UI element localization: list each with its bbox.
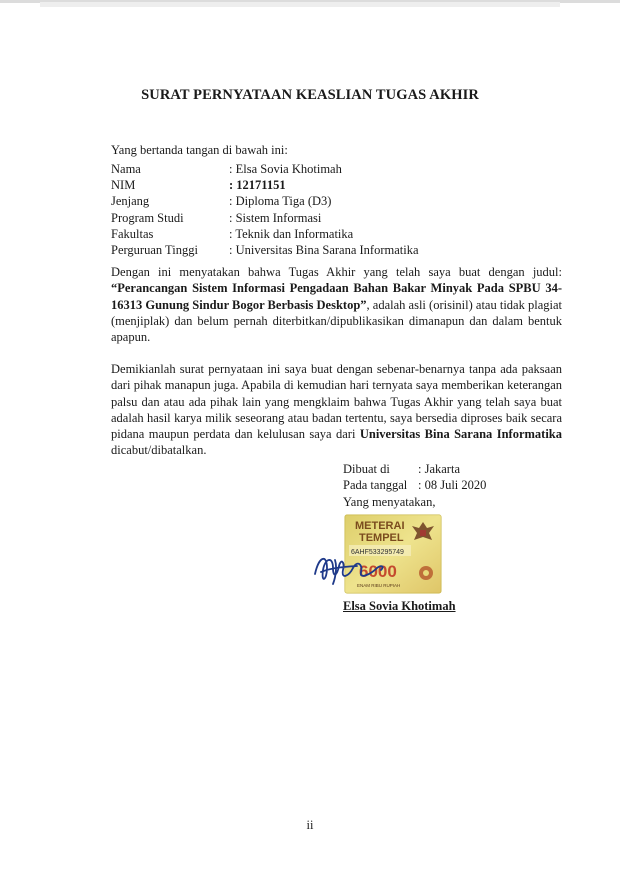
stamp-serial: 6AHF533295749 bbox=[351, 549, 404, 556]
identity-label: NIM bbox=[111, 178, 136, 193]
identity-value: : Sistem Informasi bbox=[229, 210, 322, 225]
identity-label: Nama bbox=[111, 162, 141, 176]
identity-table bbox=[111, 161, 419, 258]
statement-rest: , adalah asli (orisinil) atau tidak plagiat (menjiplak) dan belum pernah diterbitkan/dipublikasikan dimanapun dan dalam bentuk apapun. bbox=[111, 297, 562, 345]
identity-row-nama bbox=[111, 161, 419, 177]
identity-row-nim bbox=[111, 177, 419, 193]
identity-value: : 12171151 bbox=[229, 178, 286, 193]
identity-label: Perguruan Tinggi bbox=[111, 242, 198, 257]
identity-value: : Universitas Bina Sarana Informatika bbox=[229, 242, 419, 257]
identity-row-fakultas bbox=[111, 226, 419, 242]
identity-row-jenjang bbox=[111, 193, 419, 209]
identity-value: : Elsa Sovia Khotimah bbox=[229, 162, 342, 176]
stamp-and-signature bbox=[311, 510, 461, 596]
place-label: Dibuat di bbox=[343, 462, 390, 476]
university-name: Universitas Bina Sarana Informatika bbox=[359, 427, 563, 442]
ornament-icon bbox=[419, 566, 433, 580]
stamp-line1: METERAI bbox=[355, 520, 405, 532]
page-title: SURAT PERNYATAAN KEASLIAN TUGAS AKHIR bbox=[141, 87, 479, 103]
identity-label: Jenjang bbox=[111, 194, 150, 209]
closing-line: Yang menyatakan, bbox=[343, 494, 436, 509]
identity-value: : Diploma Tiga (D3) bbox=[229, 194, 332, 209]
identity-label: Program Studi bbox=[111, 210, 184, 225]
stamp-line2: TEMPEL bbox=[359, 532, 404, 544]
date-label: Pada tanggal bbox=[343, 478, 408, 493]
stamp-currency: ENAM RIBU RUPIAH bbox=[357, 583, 401, 588]
identity-row-perguruan-tinggi bbox=[111, 242, 419, 258]
signer-name: Elsa Sovia Khotimah bbox=[343, 599, 456, 613]
place-row bbox=[343, 461, 486, 477]
closing-text-after: dicabut/dibatalkan. bbox=[111, 443, 207, 458]
page-number: ii bbox=[306, 818, 314, 832]
scan-artifact-top bbox=[0, 0, 620, 14]
intro-text: Yang bertanda tangan di bawah ini: bbox=[111, 143, 288, 157]
stamp-amount: 6000 bbox=[359, 562, 397, 581]
date-value: : 08 Juli 2020 bbox=[418, 478, 487, 493]
place-value: : Jakarta bbox=[418, 462, 460, 476]
closing-text-before: Demikianlah surat pernyataan ini saya buat dengan sebenar-benarnya tanpa ada paksaan dari pihak manapun juga. Apabila di kemudian hari ternyata saya memberikan keterangan palsu dan atau ada pihak lain yang mengklaim bahwa Tugas Akhir yang telah saya buat adalah hasil karya milik seseorang atau badan tertentu, saya bersedia diproses baik secara pidana maupun perdata dan kelulusan saya dari bbox=[111, 362, 562, 442]
thesis-title: “Perancangan Sistem Informasi Pengadaan Bahan Bakar Minyak Pada SPBU 34-16313 Gunung Sindur Bogor Berbasis Desktop” bbox=[111, 281, 562, 312]
statement-paragraph bbox=[111, 264, 562, 345]
identity-row-program-studi bbox=[111, 210, 419, 226]
closing-paragraph bbox=[111, 361, 562, 459]
identity-value: : Teknik dan Informatika bbox=[229, 226, 354, 241]
date-row bbox=[343, 477, 486, 493]
statement-lead: Dengan ini menyatakan bahwa Tugas Akhir yang telah saya buat dengan judul: bbox=[111, 265, 562, 279]
identity-label: Fakultas bbox=[111, 226, 154, 241]
signature-block bbox=[343, 461, 486, 510]
